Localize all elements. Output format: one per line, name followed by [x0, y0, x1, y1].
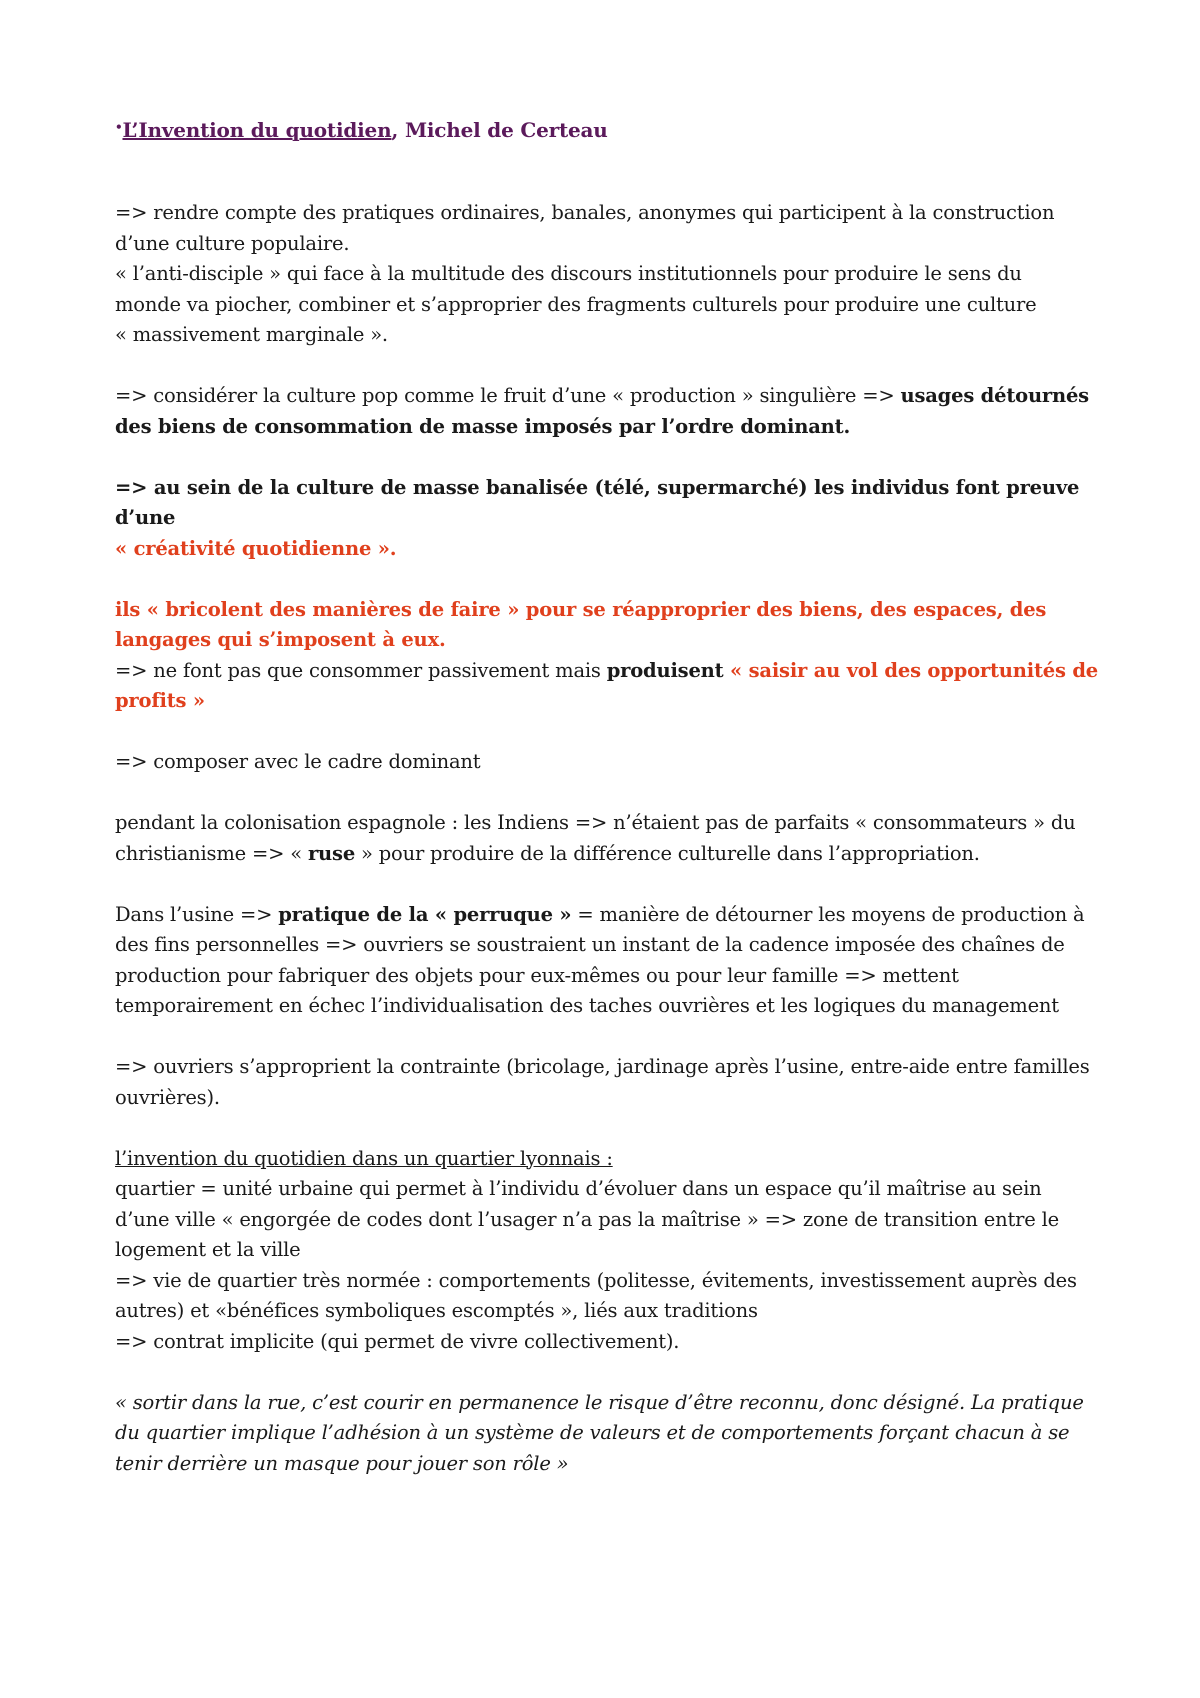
text-line: => vie de quartier très normée : comportements (politesse, évitements, investissement auprès des: [115, 1268, 1077, 1292]
paragraph-perruque: [115, 900, 1115, 1022]
text-line: [115, 839, 1115, 870]
highlight-span: « saisir au vol des opportunités de: [723, 658, 1098, 682]
paragraph-colonisation: [115, 808, 1115, 869]
text-line: logement et la ville: [115, 1238, 301, 1261]
text-line: pendant la colonisation espagnole : les Indiens => n’étaient pas de parfaits « consommateurs » du: [115, 811, 1076, 834]
text-line: [115, 381, 1115, 412]
text-line: « massivement marginale ».: [115, 323, 388, 346]
quote-line: du quartier implique l’adhésion à un système de valeurs et de comportements forçant chacun à se: [115, 1421, 1070, 1444]
text-line: => contrat implicite (qui permet de vivre collectivement).: [115, 1329, 680, 1353]
bold-line: des biens de consommation de masse imposés par l’ordre dominant.: [115, 414, 851, 438]
text-line: temporairement en échec l’individualisation des taches ouvrières et les logiques du management: [115, 994, 1059, 1017]
text-line: production pour fabriquer des objets pour eux-mêmes ou pour leur famille => mettent: [115, 963, 959, 987]
paragraph-bricolent: [115, 595, 1115, 717]
work-title: L’Invention du quotidien: [122, 118, 392, 142]
text-line: des fins personnelles => ouvriers se soustraient un instant de la cadence imposée des chaînes de: [115, 933, 1065, 956]
quote-line: tenir derrière un masque pour jouer son rôle »: [115, 1451, 569, 1475]
text-span: Dans l’usine =>: [115, 902, 279, 926]
text-line: => rendre compte des pratiques ordinaires, banales, anonymes qui participent à la construction: [115, 201, 1055, 224]
text-line: => ouvriers s’approprient la contrainte (bricolage, jardinage après l’usine, entre-aide entre familles: [115, 1055, 1090, 1078]
highlight-line: profits »: [115, 689, 205, 712]
text-span: => ne font pas que consommer passivement mais: [115, 658, 607, 682]
text-line: [115, 900, 1115, 931]
text-line: [115, 656, 1115, 687]
highlight-line: langages qui s’imposent à eux.: [115, 628, 446, 651]
paragraph-intro: [115, 198, 1115, 351]
document-page: [115, 112, 1115, 1479]
paragraph-creativite: [115, 473, 1115, 565]
bullet-icon: •: [115, 120, 123, 134]
title-separator: ,: [391, 118, 399, 142]
bold-line: => au sein de la culture de masse banalisée (télé, supermarché) les individus font preuve d’une: [115, 475, 1080, 529]
paragraph-culture-pop: [115, 381, 1115, 442]
bold-span: produisent: [606, 658, 724, 682]
author-name: Michel de Certeau: [398, 118, 608, 142]
text-span: = manière de détourner les moyens de production à: [571, 902, 1085, 926]
quote-line: « sortir dans la rue, c’est courir en permanence le risque d’être reconnu, donc désigné. La pratique: [115, 1390, 1084, 1414]
text-line: => composer avec le cadre dominant: [115, 750, 481, 773]
text-line: « l’anti-disciple » qui face à la multitude des discours institutionnels pour produire le sens du: [115, 262, 1022, 285]
highlight-line: « créativité quotidienne ».: [115, 536, 397, 560]
bold-span: pratique de la « perruque »: [278, 902, 572, 926]
text-line: ouvrières).: [115, 1085, 220, 1109]
paragraph-quartier: [115, 1144, 1115, 1358]
text-line: autres) et «bénéfices symboliques escomptés », liés aux traditions: [115, 1299, 758, 1322]
text-line: quartier = unité urbaine qui permet à l’individu d’évoluer dans un espace qu’il maîtrise au sein: [115, 1177, 1042, 1200]
text-span: => considérer la culture pop comme le fruit d’une « production » singulière =>: [115, 384, 901, 407]
text-line: monde va piocher, combiner et s’approprier des fragments culturels pour produire une culture: [115, 292, 1037, 316]
quote-paragraph: [115, 1388, 1115, 1480]
text-line: d’une ville « engorgée de codes dont l’usager n’a pas la maîtrise » => zone de transition entre le: [115, 1207, 1059, 1231]
text-span: christianisme => «: [115, 841, 308, 865]
paragraph-contrainte: [115, 1052, 1115, 1113]
bold-span: usages détournés: [900, 384, 1089, 407]
document-title: [115, 112, 1115, 146]
section-heading: l’invention du quotidien dans un quartier lyonnais :: [115, 1146, 613, 1170]
text-span: » pour produire de la différence culturelle dans l’appropriation.: [355, 841, 980, 865]
bold-span: ruse: [307, 841, 356, 865]
text-line: d’une culture populaire.: [115, 231, 350, 255]
highlight-line: ils « bricolent des manières de faire » pour se réapproprier des biens, des espaces, des: [115, 597, 1047, 621]
